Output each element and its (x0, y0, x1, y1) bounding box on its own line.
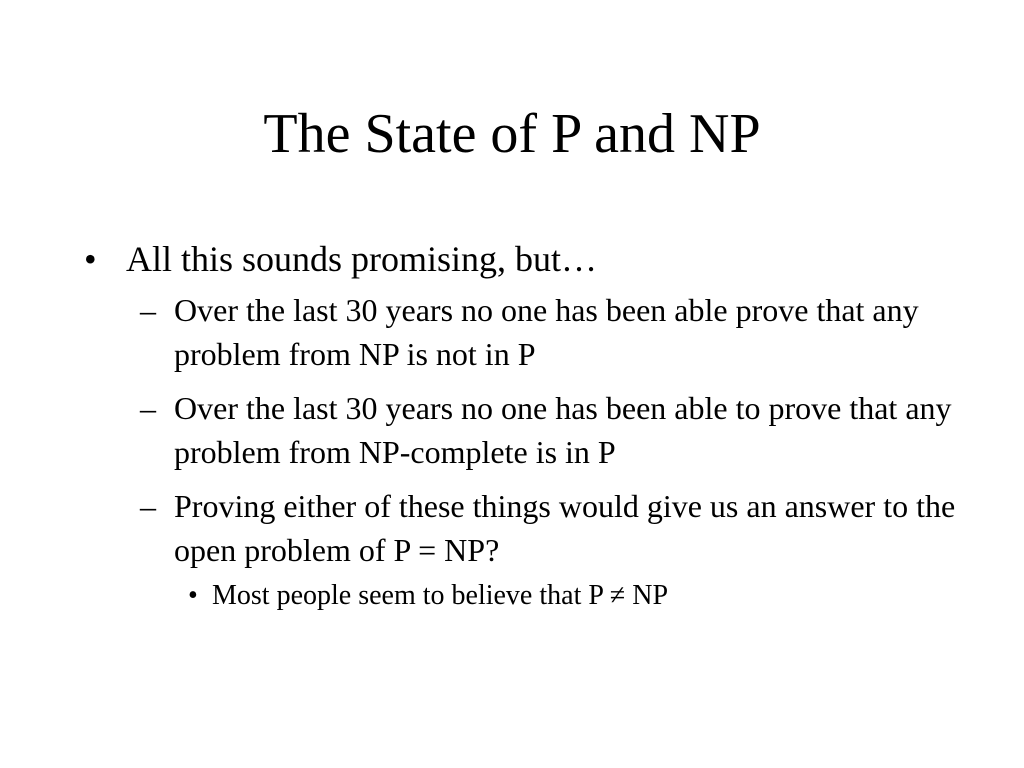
dash-marker: – (140, 488, 156, 524)
sub-bullet-text: Over the last 30 years no one has been able to prove that any problem from NP-complete is in P (174, 390, 952, 470)
slide-title: The State of P and NP (263, 103, 761, 165)
list-item (140, 386, 984, 474)
sub-bullet-list (140, 288, 984, 614)
list-item (140, 288, 984, 376)
dash-marker: – (140, 292, 156, 328)
list-item (84, 236, 984, 282)
dash-marker: – (140, 390, 156, 426)
sub-sub-bullet-list (188, 578, 984, 614)
bullet-list (84, 236, 984, 624)
list-item (140, 484, 984, 572)
sub-sub-bullet-text: Most people seem to believe that P ≠ NP (212, 580, 669, 611)
bullet-marker: • (84, 239, 97, 279)
sub-bullet-text: Proving either of these things would give us an answer to the open problem of P = NP? (174, 488, 956, 568)
bullet-marker: • (188, 580, 198, 611)
bullet-text: All this sounds promising, but… (126, 239, 598, 279)
sub-bullet-text: Over the last 30 years no one has been able prove that any problem from NP is not in P (174, 292, 919, 372)
list-item (188, 578, 984, 614)
